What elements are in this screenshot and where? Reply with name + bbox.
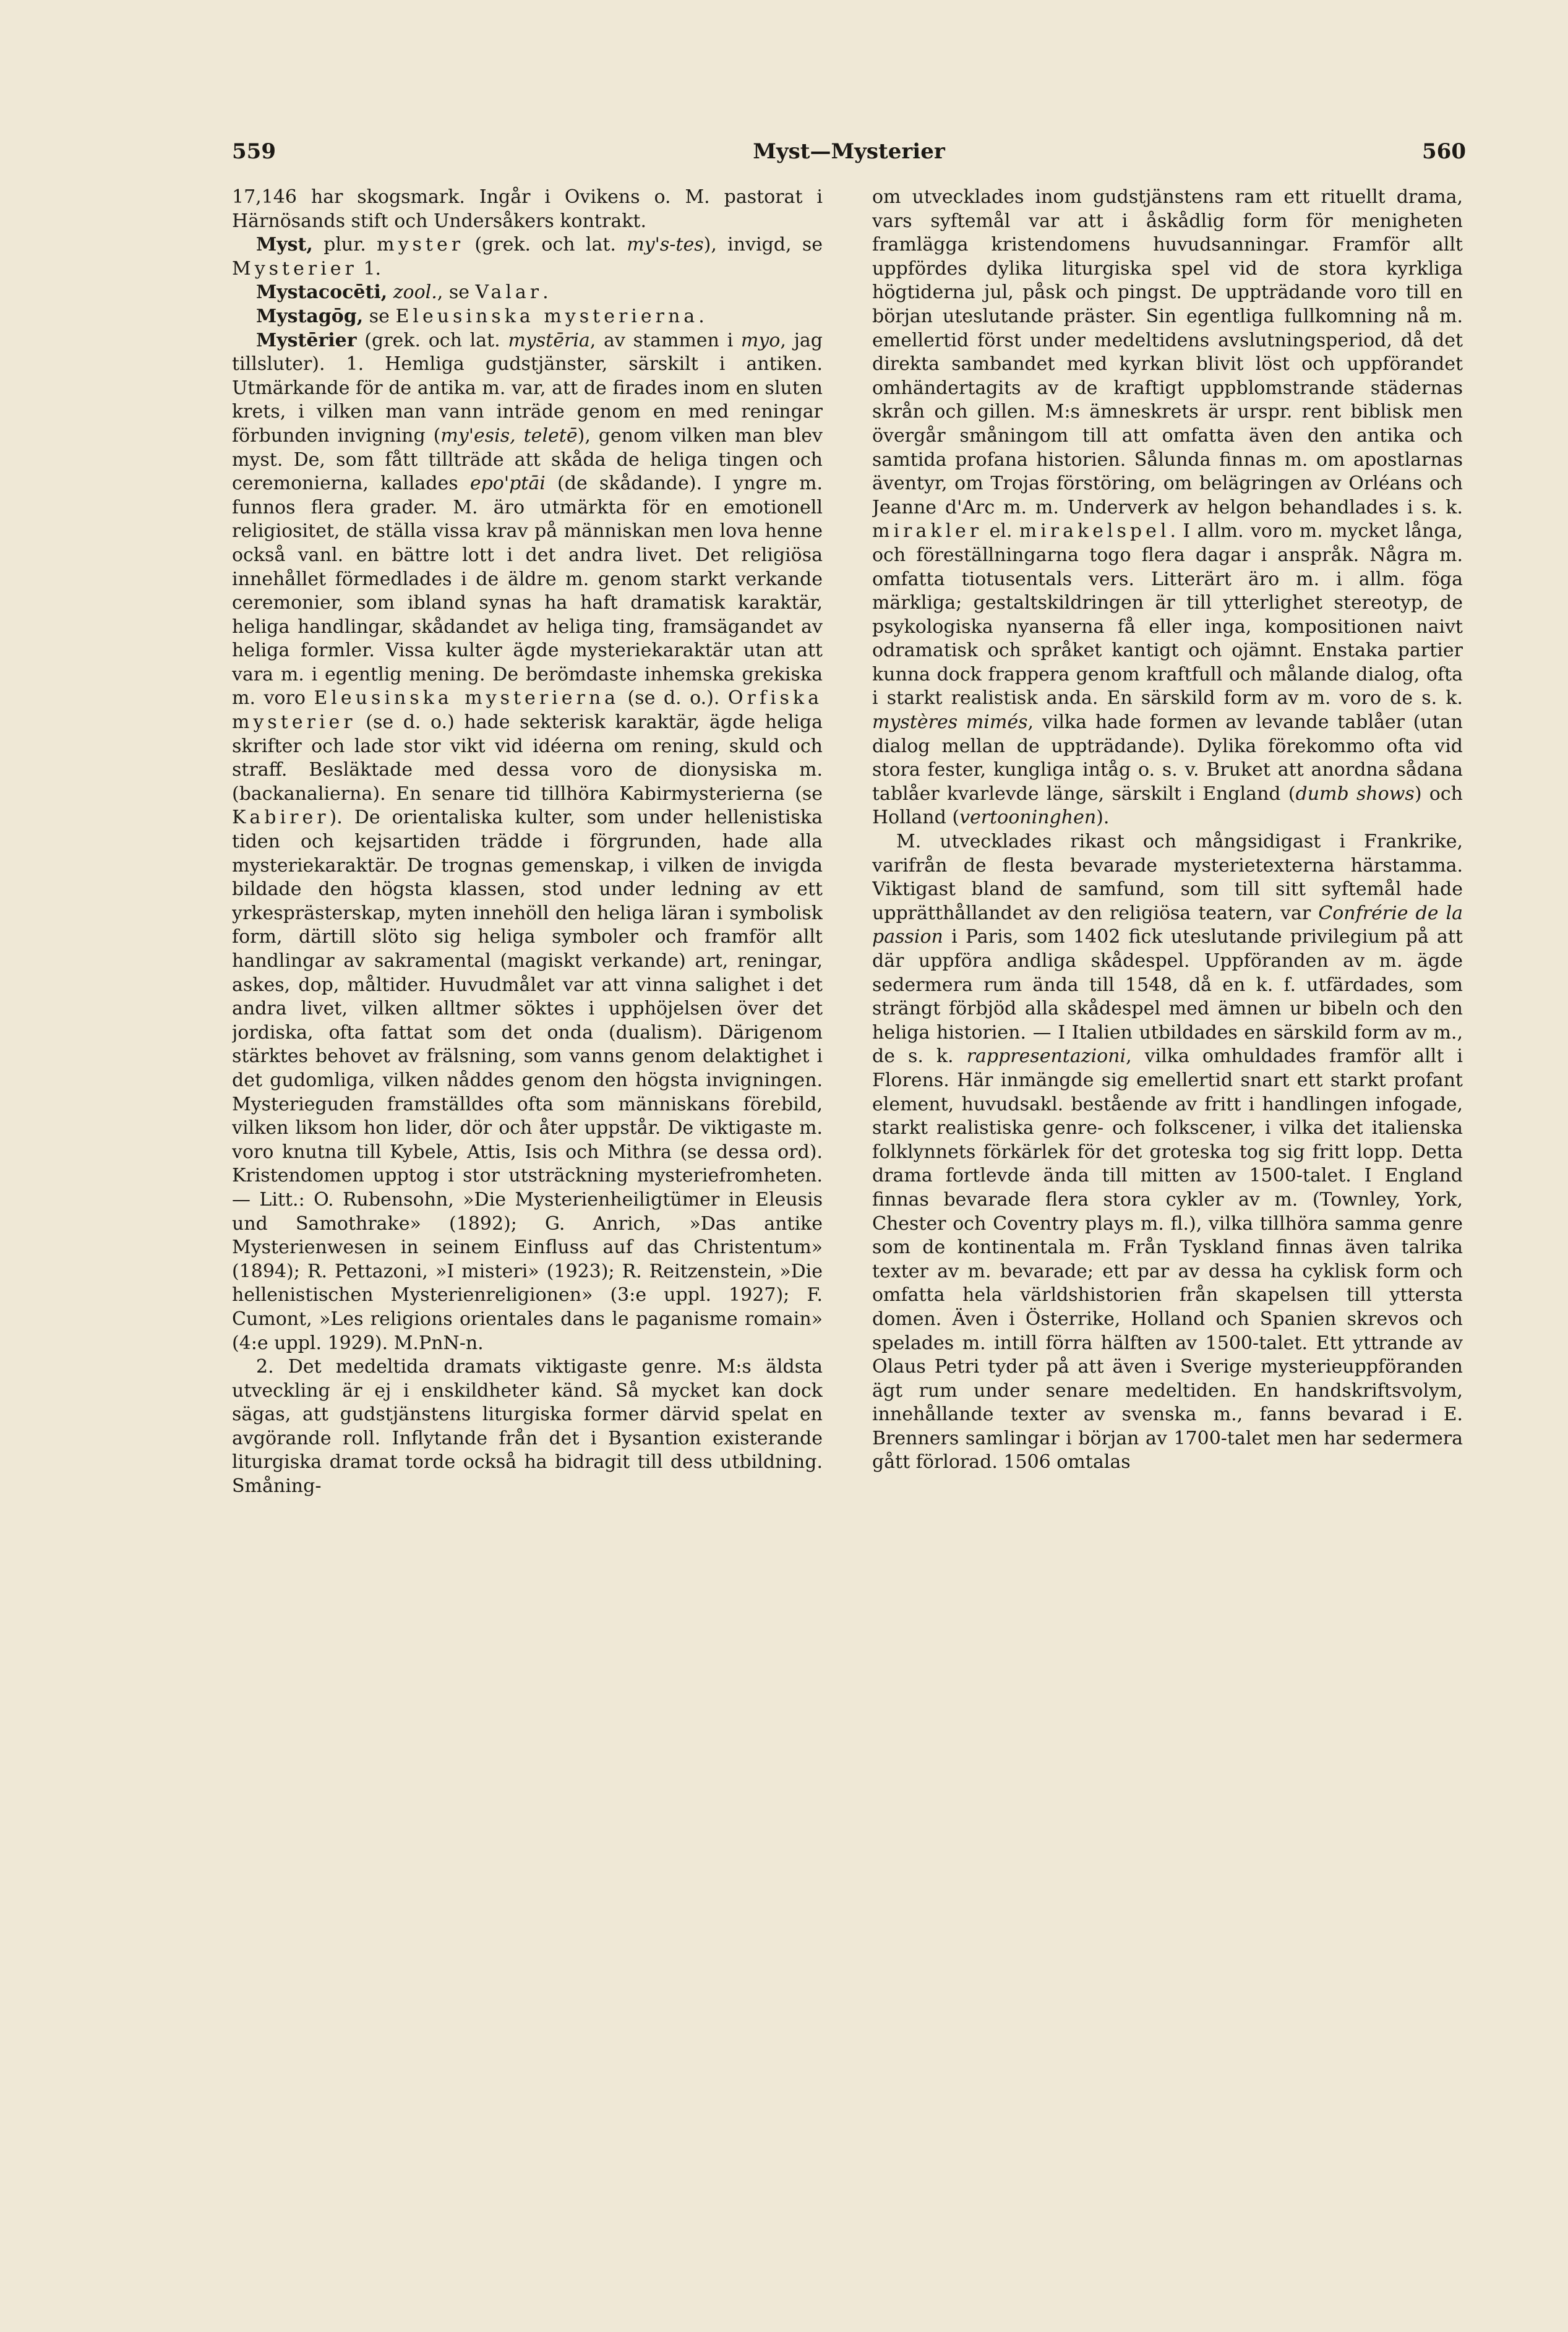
- entry-headword: Mystērier: [256, 329, 357, 351]
- entry-mystaceti: Mystacocēti, zool., se Valar.: [256, 281, 549, 304]
- entry-headword: Mystagōg,: [256, 305, 364, 327]
- paragraph-continuation: om utvecklades inom gudstjänstens ram ett rituellt drama, vars syftemål var att i åskådlig form för menigheten framlägga kristendomens huvudsanningar. Framför allt uppfördes dylika liturgiska spel vid de stora kyrkliga högtiderna jul, påsk och pingst. De uppträdande voro till en början uteslutande präster. Sin egentliga fullkomning nå m. emellertid först under medeltidens avslutningsperiod, då det direkta sambandet med kyrkan blivit löst och uppförandet omhändertagits av de kraftigt uppblomstrande städernas skrån och gillen. M:s ämneskrets är urspr. rent biblisk men övergår småningom till att omfatta även den antika och samtida profana historien. Sålunda finnas m. om apostlarnas äventyr, om Trojas förstöring, om belägringen av Orléans och Jeanne d'Arc m. m. Underverk av helgon behandlades i s. k. mirakler el. mirakelspel. I allm. voro m. mycket långa, och föreställningarna togo flera dagar i anspråk. Några m. omfatta tiotusentals vers. Litterärt äro m. i allm. föga märkliga; gestaltskildringen är till ytterlighet stereotyp, de psykologiska nyanserna få eller inga, kompositionen naivt odramatisk och språket kantigt och ojämnt. Enstaka partier kunna dock frappera genom kraftfull och målande dialog, ofta i starkt realistisk anda. En särskild form av m. voro de s. k. mystères mimés, vilka hade formen av levande tablåer (utan dialog mellan de uppträdande). Dylika förekommo ofta vid stora fester, kungliga intåg o. s. v. Bruket att anordna sådana tablåer kvarlevde länge, särskilt i England (dumb shows) och Holland (vertooninghen).: [872, 186, 1463, 829]
- right-column: [872, 186, 1463, 2307]
- entry-myst: Myst, plur. myster (grek. och lat. my's-tes), invigd, se Mysterier 1.: [232, 234, 823, 280]
- paragraph-section-2: 2. Det medeltida dramats viktigaste genre. M:s äldsta utveckling är ej i enskildheter känd. Så mycket kan dock sägas, att gudstjänstens liturgiska former därvid spelat en avgörande roll. Inflytande från det i Bysantion existerande liturgiska dramat torde också ha bidragit till dess utbildning. Småning-: [232, 1356, 823, 1498]
- paragraph-continuation: 17,146 har skogsmark. Ingår i Ovikens o. M. pastorat i Härnösands stift och Undersåkers kontrakt.: [232, 186, 823, 232]
- left-column: [232, 186, 823, 2307]
- page-header: [232, 139, 1466, 176]
- paragraph: M. utvecklades rikast och mångsidigast i Frankrike, varifrån de flesta bevarade mysterietexterna härstamma. Viktigast bland de samfund, som till sitt syftemål hade upprätthållandet av den religiösa teatern, var Confrérie de la passion i Paris, som 1402 fick uteslutande privilegium på att där uppföra andliga skådespel. Uppföranden av m. ägde sedermera rum ända till 1548, då en k. f. utfärdades, som strängt förbjöd alla skådespel med ämnen ur bibeln och den heliga historien. — I Italien utbildades en särskild form av m., de s. k. rappresentazioni, vilka omhuldades framför allt i Florens. Här inmängde sig emellertid snart ett starkt profant element, huvudsakl. bestående av fritt i handlingen infogade, starkt realistiska genre- och folkscener, i vilka det italienska folklynnets förkärlek för det groteska tog sig fritt lopp. Detta drama fortlevde ända till mitten av 1500-talet. I England finnas bevarade flera stora cykler av m. (Townley, York, Chester och Coventry plays m. fl.), vilka tillhöra samma genre som de kontinentala m. Från Tyskland finnas även talrika texter av m. bevarade; ett par av dessa ha cyklisk form och omfatta hela världshistorien från skapelsen till yttersta domen. Även i Österrike, Holland och Spanien skrevos och spelades m. intill förra hälften av 1500-talet. Ett yttrande av Olaus Petri tyder på att även i Sverige mysterieuppföranden ägt rum under senare medeltiden. En handskriftsvolym, innehållande texter av svenska m., fanns bevarad i E. Brenners samlingar i början av 1700-talet men har sedermera gått förlorad. 1506 omtalas: [872, 831, 1463, 1473]
- running-title: Myst—Mysterier: [753, 139, 945, 164]
- entry-headword: Mystacocēti,: [256, 281, 388, 304]
- page-number-left: 559: [232, 139, 276, 164]
- page-number-right: 560: [1422, 139, 1466, 164]
- entry-headword: Myst,: [256, 234, 313, 256]
- entry-mysterier: Mystērier (grek. och lat. mystēria, av stammen i myo, jag tillsluter). 1. Hemliga gudstjänster, särskilt i antiken. Utmärkande för de antika m. var, att de firades inom en sluten krets, i vilken man vann inträde genom en med reningar förbunden invigning (my'esis, teletē), genom vilken man blev myst. De, som fått tillträde att skåda de heliga tingen och ceremonierna, kallades epo'ptāi (de skådande). I yngre m. funnos flera grader. M. äro utmärkta för en emotionell religiositet, de ställa vissa krav på människan men lova henne också vanl. en bättre lott i det andra livet. Det religiösa innehållet förmedlades i de äldre m. genom starkt verkande ceremonier, som ibland synas ha haft dramatisk karaktär, heliga handlingar, skådandet av heliga ting, framsägandet av heliga formler. Vissa kulter ägde mysteriekaraktär utan att vara m. i egentlig mening. De berömdaste inhemska grekiska m. voro Eleusinska mysterierna (se d. o.). Orfiska mysterier (se d. o.) hade sekterisk karaktär, ägde heliga skrifter och lade stor vikt vid idéerna om rening, skuld och straff. Besläktade med dessa voro de dionysiska m. (backanalierna). En senare tid tillhöra Kabirmysterierna (se Kabirer). De orientaliska kulter, som under hellenistiska tiden och kejsartiden trädde i förgrunden, hade alla mysteriekaraktär. De trognas gemenskap, i vilken de invigda bildade den högsta klassen, stod under ledning av ett yrkesprästerskap, myten innehöll den heliga läran i symbolisk form, därtill slöto sig heliga symboler och framför allt handlingar av sakramental (magiskt verkande) art, reningar, askes, dop, måltider. Huvudmålet var att vinna salighet i det andra livet, vilken alltmer söktes i upphöjelsen över det jordiska, ofta fattat som det onda (dualism). Därigenom stärktes behovet av frälsning, som vanns genom delaktighet i det gudomliga, vilken nåddes genom den högsta invigningen. Mysterieguden framställdes ofta som människans förebild, vilken liksom hon lider, dör och åter uppstår. De viktigaste m. voro knutna till Kybele, Attis, Isis och Mithra (se dessa ord). Kristendomen upptog i stor utsträckning mysteriefromheten. — Litt.: O. Rubensohn, »Die Mysterienheiligtümer in Eleusis und Samothrake» (1892); G. Anrich, »Das antike Mysterienwesen in seinem Einfluss auf das Christentum» (1894); R. Pettazoni, »I misteri» (1923); R. Reitzenstein, »Die hellenistischen Mysterienreligionen» (3:e uppl. 1927); F. Cumont, »Les religions orientales dans le paganisme romain» (4:e uppl. 1929). M.PnN-n.: [232, 329, 823, 1354]
- entry-mystagog: Mystagōg, se Eleusinska mysterierna.: [256, 305, 705, 327]
